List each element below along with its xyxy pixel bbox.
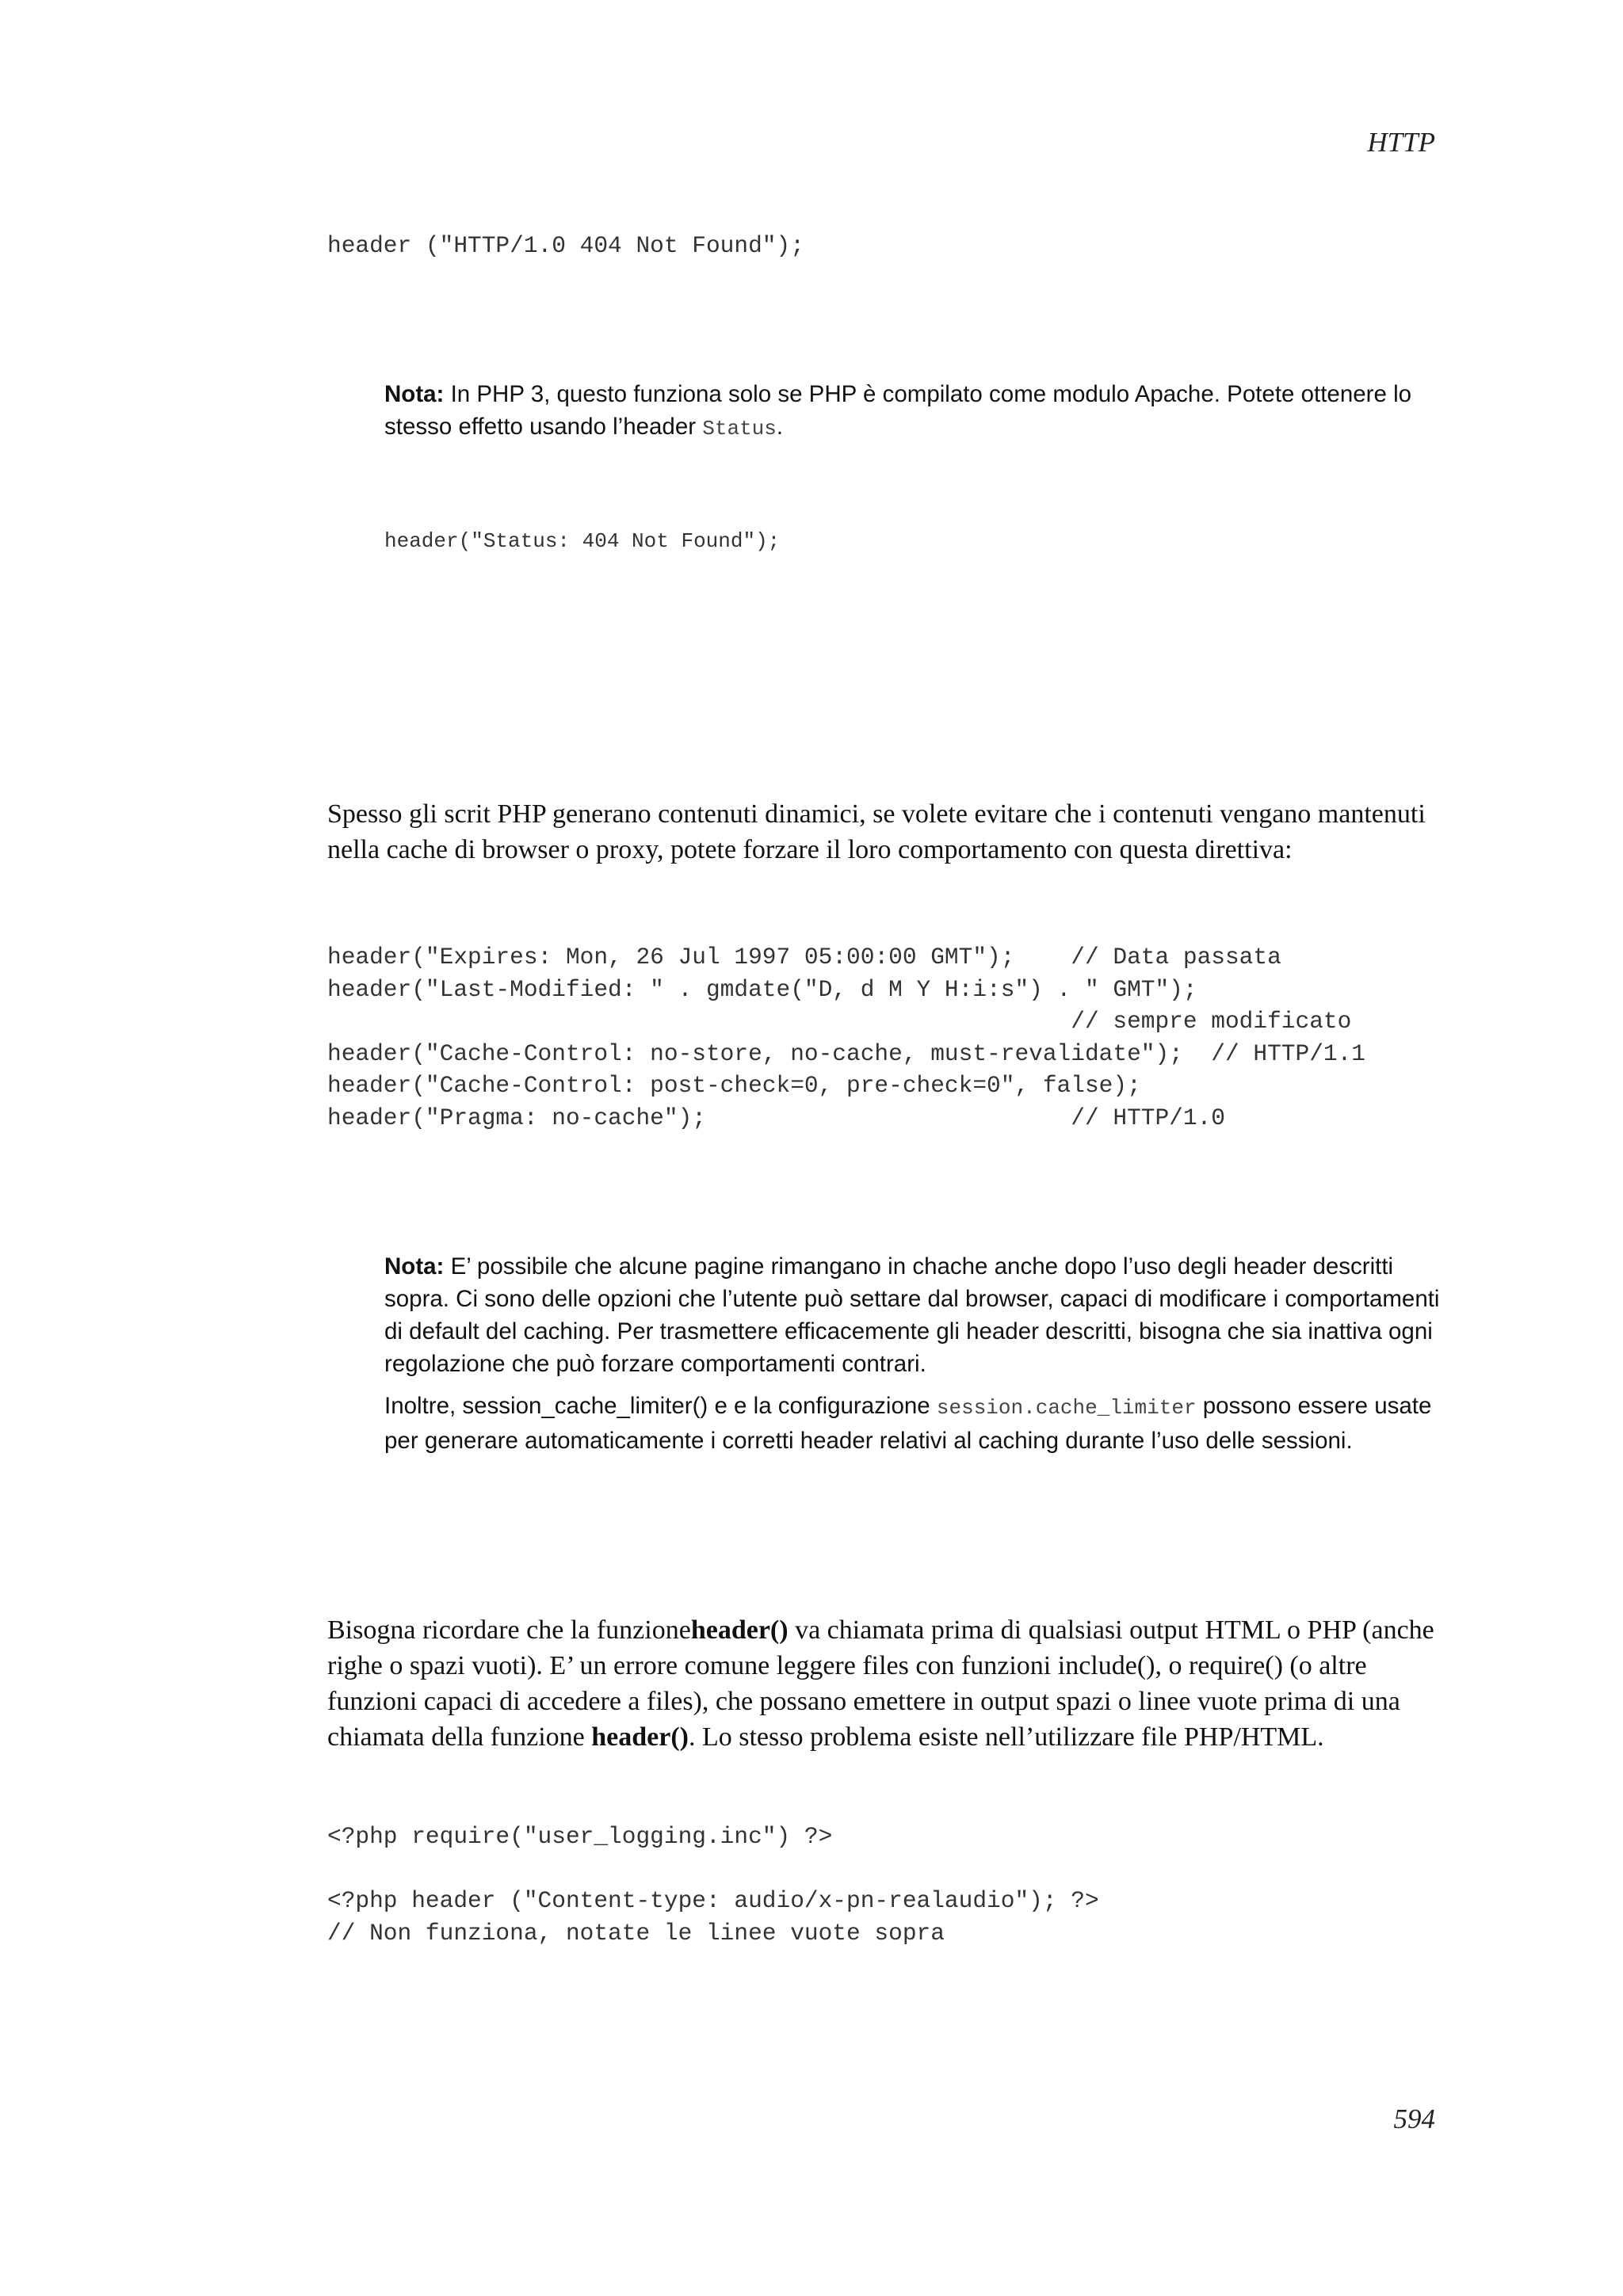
paragraph-text: . Lo stesso problema esiste nell’utilizzare file PHP/HTML.	[688, 1722, 1324, 1752]
note-code: session.cache_limiter	[936, 1396, 1197, 1420]
note-cache	[384, 1250, 1446, 1457]
code-block-cache-headers: header("Expires: Mon, 26 Jul 1997 05:00:00 GMT"); // Data passata header("Last-Modified: " . gmdate("D, d M Y H:i:s") . " GMT"); // sempre modificato header("Cache-Control: no-store, no-cache, must-revalidate"); // HTTP/1.1 header("Cache-Control: post-check=0, pre-check=0", false); header("Pragma: no-cache"); // HTTP/1.0	[327, 944, 1366, 1131]
paragraph-header-warning	[327, 1612, 1453, 1755]
note-text-end: .	[776, 414, 784, 440]
function-name: header()	[690, 1615, 789, 1645]
note-code: Status	[702, 417, 777, 441]
code-block-require: <?php require("user_logging.inc") ?> <?php header ("Content-type: audio/x-pn-realaudio"); ?> // Non funziona, notate le linee vuote sopra	[327, 1823, 1099, 1947]
function-name: header()	[591, 1722, 689, 1752]
note-label: Nota:	[384, 1253, 445, 1280]
page-number: 594	[1393, 2103, 1435, 2134]
note-text: In PHP 3, questo funziona solo se PHP è compilato come modulo Apache. Potete ottenere lo stesso effetto usando l’header	[384, 381, 1412, 440]
note-label: Nota:	[384, 381, 445, 407]
paragraph-text: Bisogna ricordare che la funzione	[327, 1615, 691, 1645]
running-header: HTTP	[1367, 127, 1435, 158]
note-php3	[384, 378, 1446, 445]
note-text: E’ possibile che alcune pagine rimangano in chache anche dopo l’uso degli header descritti sopra. Ci sono delle opzioni che l’utente può settare dal browser, capaci di modificare i comportamenti di default del caching. Per trasmettere efficacemente gli header descritti, bisogna che sia inattiva ogni regolazione che può forzare comportamenti contrari.	[384, 1253, 1440, 1377]
note-text: possono essere usate per generare automaticamente i corretti header relativi al caching durante l’uso delle sessioni.	[384, 1393, 1432, 1454]
code-block-404: header ("HTTP/1.0 404 Not Found");	[327, 232, 804, 259]
note-text: Inoltre, session_cache_limiter() e e la configurazione	[384, 1393, 937, 1419]
paragraph-text: Spesso gli scrit PHP generano contenuti dinamici, se volete evitare che i contenuti vengano mantenuti nella cache di browser o proxy, potete forzare il loro comportamento con questa direttiva:	[327, 799, 1426, 864]
code-block-status: header("Status: 404 Not Found");	[384, 529, 781, 553]
paragraph-text: va chiamata prima di qualsiasi output HTML o PHP (anche righe o spazi vuoti). E’ un errore comune leggere files con funzioni include(), o require() (o altre funzioni capaci di accedere a files), che possano emettere in output spazi o linee vuote prima di una chiamata della funzione	[327, 1615, 1434, 1752]
paragraph-cache-intro	[327, 796, 1453, 868]
